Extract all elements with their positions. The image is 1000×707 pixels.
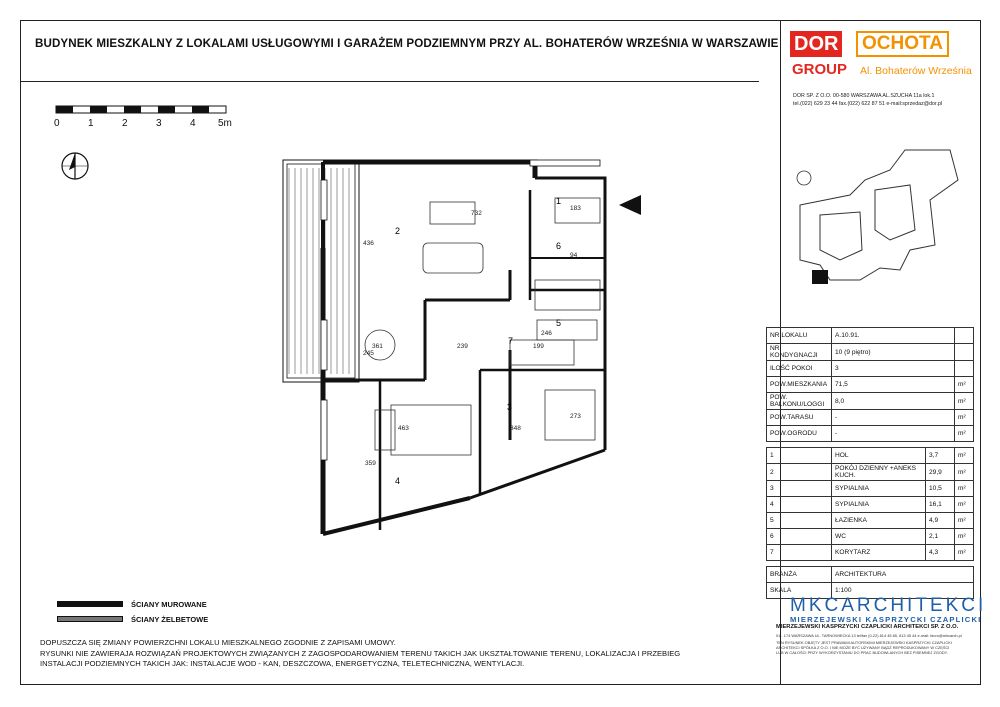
mkc-name: MKCARCHITEKCI bbox=[790, 595, 987, 616]
scale-label: 1 bbox=[88, 118, 94, 129]
architect-company: MIERZEJEWSKI KASPRZYCKI CZAPLICKI ARCHITEKCI SP. Z O.O. bbox=[776, 624, 959, 630]
scale-bar bbox=[50, 104, 240, 118]
dimension: 245 bbox=[363, 350, 374, 357]
room-row: 6 WC 2,1 m² bbox=[767, 529, 974, 545]
room-number: 6 bbox=[556, 241, 562, 251]
info-row: NR LOKALU A.10.91. bbox=[767, 328, 974, 344]
room-number: 7 bbox=[508, 336, 514, 346]
dimension: 273 bbox=[570, 413, 581, 420]
logo-group: GROUP bbox=[792, 61, 848, 78]
dimension: 359 bbox=[365, 460, 376, 467]
room-row: 2 POKÓJ DZIENNY +ANEKS KUCH. 29,9 m² bbox=[767, 464, 974, 481]
floor-plan bbox=[275, 150, 625, 550]
info-row: POW. BALKONU/LOGGI 8,0 m² bbox=[767, 393, 974, 410]
scale-label: 3 bbox=[156, 118, 162, 129]
dimension: 463 bbox=[398, 425, 409, 432]
entrance-arrow-icon bbox=[617, 193, 643, 217]
dimension: 436 bbox=[363, 240, 374, 247]
room-row: 7 KORYTARZ 4,3 m² bbox=[767, 545, 974, 561]
room-number: 4 bbox=[395, 476, 401, 486]
note-line: RYSUNKI NIE ZAWIERAJA ROZWIĄZAŃ PROJEKTOWYCH ZWIĄZANYCH Z ZAGOSPODAROWANIEM TERENU TAKICH JAK UKSZTAŁTOWANIE TERENU, LOKALIZACJA I PRZEBIEG bbox=[40, 648, 681, 658]
scale-label: 5m bbox=[218, 118, 232, 129]
mkc-subtitle: MIERZEJEWSKI KASPRZYCKI CZAPLICKI bbox=[790, 615, 982, 624]
scale-label: 0 bbox=[54, 118, 60, 129]
room-row: 5 ŁAZIENKA 4,9 m² bbox=[767, 513, 974, 529]
room-number: 5 bbox=[556, 318, 562, 328]
legend-masonry-swatch bbox=[57, 601, 123, 607]
note-line: INSTALACJI PODZIEMNYCH TAKICH JAK: INSTALACJE WOD - KAN, DESZCZOWA, ENERGETYCZNA, TELETECHNICZNA, WENTYLACJI. bbox=[40, 659, 525, 669]
dimension: 348 bbox=[510, 425, 521, 432]
dimension: 732 bbox=[471, 210, 482, 217]
scale-label: 4 bbox=[190, 118, 196, 129]
copyright-line: TEN RYSUNEK OBJĘTY JEST PRAWAMI AUTORSKIMI MIERZEJEWSKI KASPRZYCKI CZAPLICKI bbox=[776, 640, 952, 645]
title-underline bbox=[21, 81, 759, 82]
apartment-info-table bbox=[766, 327, 974, 599]
dimension-labels bbox=[363, 205, 581, 467]
note-line: DOPUSZCZA SIĘ ZMIANY POWIERZCHNI LOKALU MIESZKALNEGO ZGODNIE Z ZAPISAMI UMOWY. bbox=[40, 638, 396, 647]
copyright-line: LUB W CAŁOŚCI PRZY WYKORZYSTANIU DO PRAC BUDOWLANYCH BEZ PISEMNEJ ZGODY. bbox=[776, 650, 948, 655]
scale-label: 2 bbox=[122, 118, 128, 129]
copyright-line: ARCHITEKCI SPÓŁKA Z O.O. I NIE MOŻE BYĆ UŻYWANY BĄDŹ REPRODUKOWANY W CZĘŚCI bbox=[776, 645, 950, 650]
logo-ochota: OCHOTA bbox=[856, 31, 949, 57]
architect-address: 01 - 174 WARSZAWA UL. TARNOWIECKA 13 tel/fax (0-22) 814 45 85, 813 45 44 e-mail: biuro@mkcarch.pl bbox=[776, 633, 962, 638]
legend-masonry-label: ŚCIANY MUROWANE bbox=[131, 600, 207, 609]
mkc-logo bbox=[790, 595, 987, 624]
info-row: POW.MIESZKANIA 71,5 m² bbox=[767, 377, 974, 393]
skala-row: SKALA 1:100 bbox=[767, 583, 974, 599]
room-number: 1 bbox=[556, 196, 562, 206]
dimension: 239 bbox=[457, 343, 468, 350]
developer-contact: tel.(022) 629 23 44 fax.(022) 622 87 51 e-mail:sprzedaz@dor.pl bbox=[793, 101, 943, 107]
logo-dor: DOR bbox=[790, 31, 842, 57]
dimension: 246 bbox=[541, 330, 552, 337]
info-row: POW.TARASU - m² bbox=[767, 410, 974, 426]
room-row: 4 SYPIALNIA 16,1 m² bbox=[767, 497, 974, 513]
branza-row: BRANŻA ARCHITEKTURA bbox=[767, 567, 974, 583]
developer-address: DOR SP. Z O.O. 00-580 WARSZAWA AL.SZUCHA 11a lok.1 bbox=[793, 93, 935, 99]
legend-concrete-swatch bbox=[57, 616, 123, 622]
info-row: ILOŚĆ POKOI 3 bbox=[767, 361, 974, 377]
dimension: 183 bbox=[570, 205, 581, 212]
key-plan bbox=[790, 140, 965, 300]
drawing-title: BUDYNEK MIESZKALNY Z LOKALAMI USŁUGOWYMI I GARAŻEM PODZIEMNYM PRZY AL. BOHATERÓW WRZEŚNIA W WARSZAWIE bbox=[35, 37, 779, 50]
dor-ochota-logo bbox=[790, 31, 978, 91]
room-row: 3 SYPIALNIA 10,5 m² bbox=[767, 481, 974, 497]
apartment-marker bbox=[812, 270, 828, 284]
room-numbers bbox=[395, 196, 561, 486]
room-row: 1 HOL 3,7 m² bbox=[767, 448, 974, 464]
north-arrow-icon bbox=[55, 146, 95, 186]
dimension: 361 bbox=[372, 343, 383, 350]
dimension: 94 bbox=[570, 252, 578, 259]
room-number: 2 bbox=[395, 226, 401, 236]
room-number: 3 bbox=[507, 402, 513, 412]
furniture bbox=[365, 198, 600, 455]
logo-street: Al. Bohaterów Września bbox=[860, 65, 972, 77]
legend-concrete-label: ŚCIANY ŻELBETOWE bbox=[131, 615, 209, 624]
dimension: 199 bbox=[533, 343, 544, 350]
notes bbox=[40, 638, 750, 670]
info-row: POW.OGRODU - m² bbox=[767, 426, 974, 442]
info-row: NR KONDYGNACJI 10 (9 piętro) bbox=[767, 344, 974, 361]
